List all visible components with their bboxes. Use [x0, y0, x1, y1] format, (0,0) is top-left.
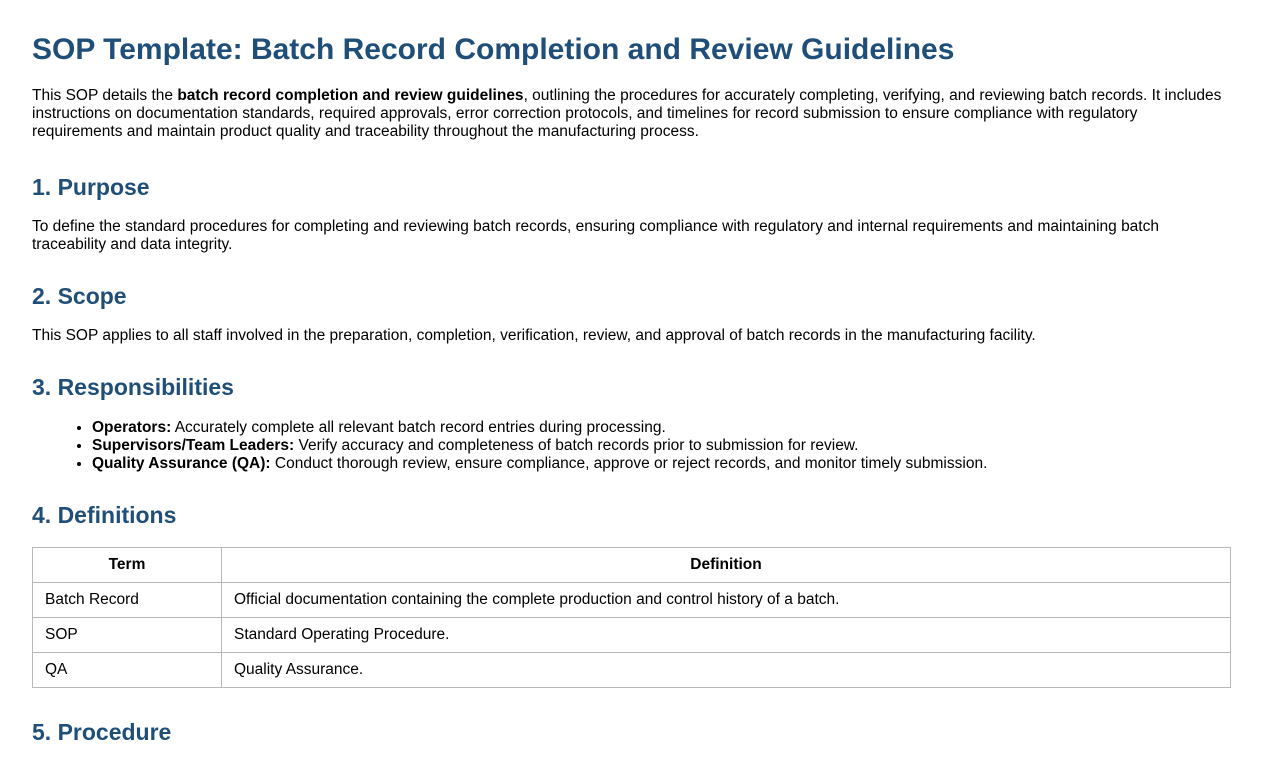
page-title: SOP Template: Batch Record Completion and Review Guidelines — [32, 33, 955, 66]
definition-cell: Quality Assurance. — [222, 653, 1231, 688]
term-cell: Batch Record — [33, 583, 222, 618]
purpose-heading: 1. Purpose — [32, 174, 150, 200]
role-label: Operators: — [92, 419, 172, 436]
role-label: Quality Assurance (QA): — [92, 455, 271, 472]
purpose-text: To define the standard procedures for completing and reviewing batch records, ensuring compliance with regulatory and internal requirements and maintaining batch traceability and data integrity. — [32, 218, 1159, 253]
role-label: Supervisors/Team Leaders: — [92, 437, 295, 454]
list-item — [92, 437, 1231, 455]
term-cell: QA — [33, 653, 222, 688]
column-header-term: Term — [33, 548, 222, 583]
scope-text: This SOP applies to all staff involved in the preparation, completion, verification, review, and approval of batch records in the manufacturing facility. — [32, 327, 1036, 344]
term-cell: SOP — [33, 618, 222, 653]
definitions-heading: 4. Definitions — [32, 502, 177, 528]
responsibilities-list — [32, 419, 1231, 473]
intro-text-after: , outlining the procedures for accurately completing, verifying, and reviewing batch records. It includes instructions on documentation standards, required approvals, error correction protocols, and timelines for record submission to ensure compliance with regulatory requirements and maintain product quality and traceability throughout the manufacturing process. — [32, 87, 1222, 140]
table-header-row — [33, 548, 1231, 583]
intro-text-before: This SOP details the — [32, 87, 178, 104]
list-item — [92, 419, 1231, 437]
role-description: Verify accuracy and completeness of batch records prior to submission for review. — [294, 437, 859, 454]
table-row — [33, 583, 1231, 618]
table-row — [33, 618, 1231, 653]
responsibilities-heading: 3. Responsibilities — [32, 374, 234, 400]
column-header-definition: Definition — [222, 548, 1231, 583]
intro-paragraph — [32, 87, 1231, 141]
list-item — [92, 455, 1231, 473]
definitions-table — [32, 547, 1231, 688]
role-description: Conduct thorough review, ensure compliance, approve or reject records, and monitor timely submission. — [270, 455, 988, 472]
role-description: Accurately complete all relevant batch record entries during processing. — [171, 419, 666, 436]
definition-cell: Official documentation containing the complete production and control history of a batch. — [222, 583, 1231, 618]
procedure-heading: 5. Procedure — [32, 719, 172, 745]
definition-cell: Standard Operating Procedure. — [222, 618, 1231, 653]
scope-heading: 2. Scope — [32, 283, 127, 309]
intro-text-bold: batch record completion and review guidelines — [177, 87, 524, 104]
table-row — [33, 653, 1231, 688]
